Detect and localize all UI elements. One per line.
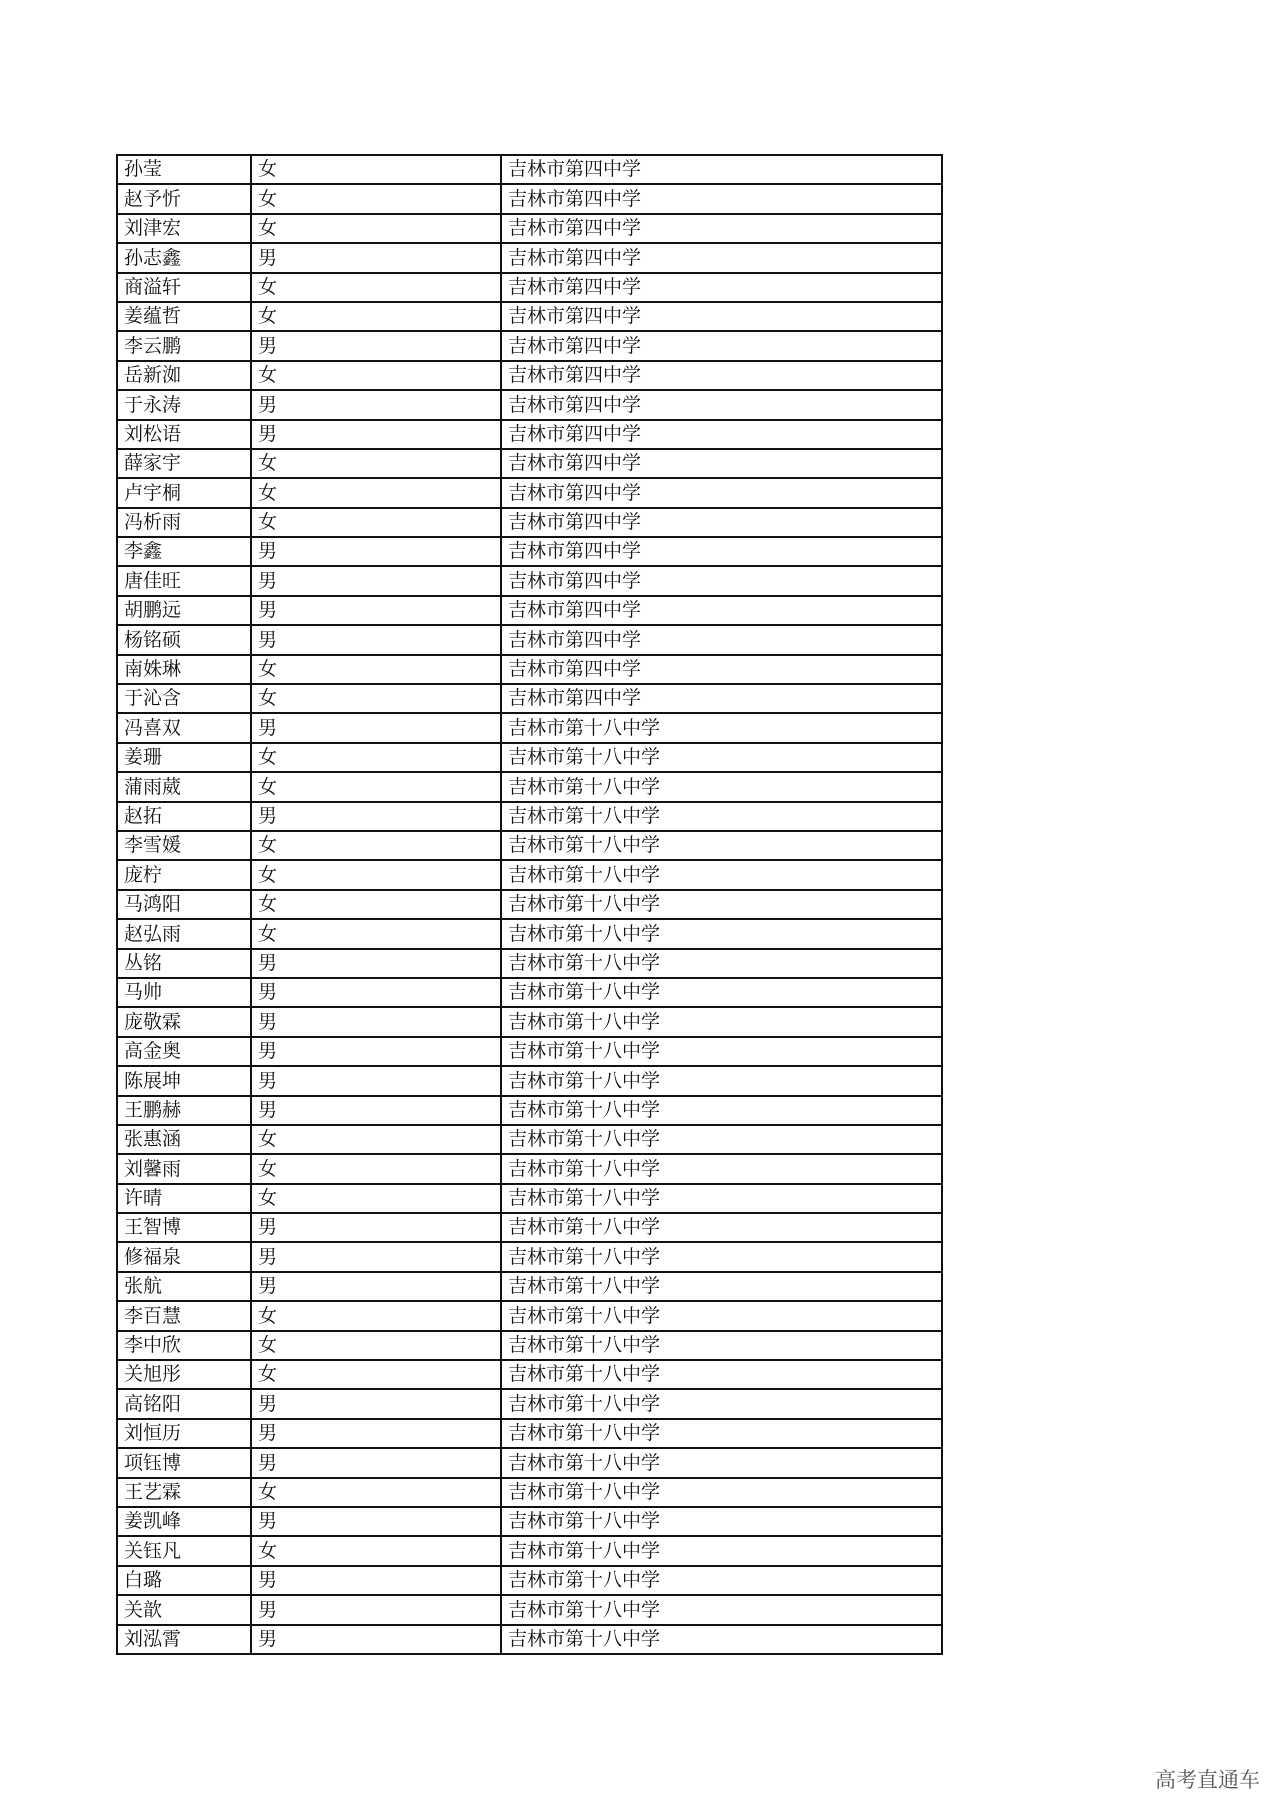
table-row <box>117 302 942 331</box>
school-cell: 吉林市第十八中学 <box>501 1007 942 1036</box>
gender-cell: 女 <box>251 1154 501 1183</box>
school-cell: 吉林市第十八中学 <box>501 1125 942 1154</box>
school-cell: 吉林市第十八中学 <box>501 890 942 919</box>
table-row <box>117 860 942 889</box>
gender-cell: 男 <box>251 1272 501 1301</box>
student-name-cell: 孙莹 <box>117 155 251 184</box>
school-cell: 吉林市第十八中学 <box>501 1625 942 1654</box>
table-row <box>117 802 942 831</box>
school-cell: 吉林市第十八中学 <box>501 1037 942 1066</box>
student-name-cell: 高铭阳 <box>117 1389 251 1418</box>
gender-cell: 女 <box>251 214 501 243</box>
gender-cell: 女 <box>251 772 501 801</box>
table-row <box>117 1595 942 1624</box>
school-cell: 吉林市第四中学 <box>501 420 942 449</box>
school-cell: 吉林市第四中学 <box>501 449 942 478</box>
school-cell: 吉林市第十八中学 <box>501 1448 942 1477</box>
student-name-cell: 姜蕴哲 <box>117 302 251 331</box>
school-cell: 吉林市第十八中学 <box>501 1154 942 1183</box>
student-name-cell: 岳新洳 <box>117 361 251 390</box>
gender-cell: 男 <box>251 390 501 419</box>
table-row <box>117 1360 942 1389</box>
gender-cell: 男 <box>251 566 501 595</box>
gender-cell: 男 <box>251 802 501 831</box>
school-cell: 吉林市第四中学 <box>501 596 942 625</box>
gender-cell: 女 <box>251 361 501 390</box>
student-name-cell: 杨铭硕 <box>117 625 251 654</box>
table-row <box>117 713 942 742</box>
student-name-cell: 庞敬霖 <box>117 1007 251 1036</box>
student-name-cell: 南姝琳 <box>117 655 251 684</box>
gender-cell: 女 <box>251 890 501 919</box>
school-cell: 吉林市第十八中学 <box>501 1595 942 1624</box>
school-cell: 吉林市第十八中学 <box>501 860 942 889</box>
gender-cell: 女 <box>251 1184 501 1213</box>
table-row <box>117 1507 942 1536</box>
table-row <box>117 596 942 625</box>
gender-cell: 女 <box>251 1331 501 1360</box>
gender-cell: 男 <box>251 1419 501 1448</box>
table-row <box>117 537 942 566</box>
table-row <box>117 478 942 507</box>
school-cell: 吉林市第十八中学 <box>501 802 942 831</box>
student-name-cell: 孙志鑫 <box>117 243 251 272</box>
school-cell: 吉林市第四中学 <box>501 214 942 243</box>
student-name-cell: 庞柠 <box>117 860 251 889</box>
gender-cell: 男 <box>251 625 501 654</box>
gender-cell: 女 <box>251 1360 501 1389</box>
table-row <box>117 1331 942 1360</box>
school-cell: 吉林市第十八中学 <box>501 1184 942 1213</box>
student-name-cell: 王艺霖 <box>117 1478 251 1507</box>
student-name-cell: 张航 <box>117 1272 251 1301</box>
school-cell: 吉林市第十八中学 <box>501 919 942 948</box>
student-name-cell: 姜珊 <box>117 743 251 772</box>
table-row <box>117 1242 942 1271</box>
gender-cell: 男 <box>251 1213 501 1242</box>
gender-cell: 女 <box>251 655 501 684</box>
gender-cell: 男 <box>251 1007 501 1036</box>
school-cell: 吉林市第十八中学 <box>501 772 942 801</box>
table-row <box>117 390 942 419</box>
gender-cell: 女 <box>251 743 501 772</box>
school-cell: 吉林市第四中学 <box>501 508 942 537</box>
student-name-cell: 商溢轩 <box>117 273 251 302</box>
student-name-cell: 关钰凡 <box>117 1536 251 1565</box>
gender-cell: 男 <box>251 420 501 449</box>
roster-body <box>117 155 942 1654</box>
student-name-cell: 李鑫 <box>117 537 251 566</box>
table-row <box>117 1301 942 1330</box>
school-cell: 吉林市第十八中学 <box>501 1096 942 1125</box>
student-name-cell: 薛家宇 <box>117 449 251 478</box>
school-cell: 吉林市第十八中学 <box>501 1507 942 1536</box>
gender-cell: 女 <box>251 302 501 331</box>
gender-cell: 女 <box>251 273 501 302</box>
student-name-cell: 冯析雨 <box>117 508 251 537</box>
school-cell: 吉林市第四中学 <box>501 655 942 684</box>
gender-cell: 女 <box>251 478 501 507</box>
student-name-cell: 刘恒历 <box>117 1419 251 1448</box>
gender-cell: 女 <box>251 1125 501 1154</box>
school-cell: 吉林市第四中学 <box>501 684 942 713</box>
school-cell: 吉林市第四中学 <box>501 243 942 272</box>
student-name-cell: 赵予忻 <box>117 184 251 213</box>
school-cell: 吉林市第十八中学 <box>501 1478 942 1507</box>
gender-cell: 男 <box>251 243 501 272</box>
student-name-cell: 唐佳旺 <box>117 566 251 595</box>
student-name-cell: 赵拓 <box>117 802 251 831</box>
student-name-cell: 项钰博 <box>117 1448 251 1477</box>
school-cell: 吉林市第十八中学 <box>501 1066 942 1095</box>
student-name-cell: 丛铭 <box>117 949 251 978</box>
gender-cell: 男 <box>251 713 501 742</box>
school-cell: 吉林市第四中学 <box>501 155 942 184</box>
gender-cell: 女 <box>251 155 501 184</box>
student-name-cell: 蒲雨葳 <box>117 772 251 801</box>
table-row <box>117 508 942 537</box>
school-cell: 吉林市第四中学 <box>501 302 942 331</box>
table-row <box>117 684 942 713</box>
table-row <box>117 949 942 978</box>
school-cell: 吉林市第十八中学 <box>501 1536 942 1565</box>
table-row <box>117 361 942 390</box>
gender-cell: 男 <box>251 1389 501 1418</box>
table-row <box>117 155 942 184</box>
table-row <box>117 625 942 654</box>
student-name-cell: 刘馨雨 <box>117 1154 251 1183</box>
gender-cell: 女 <box>251 860 501 889</box>
school-cell: 吉林市第十八中学 <box>501 1566 942 1595</box>
gender-cell: 男 <box>251 596 501 625</box>
gender-cell: 男 <box>251 1448 501 1477</box>
school-cell: 吉林市第十八中学 <box>501 1213 942 1242</box>
table-row <box>117 1154 942 1183</box>
gender-cell: 女 <box>251 919 501 948</box>
student-name-cell: 李百慧 <box>117 1301 251 1330</box>
table-row <box>117 772 942 801</box>
table-row <box>117 1419 942 1448</box>
table-row <box>117 184 942 213</box>
gender-cell: 男 <box>251 978 501 1007</box>
gender-cell: 男 <box>251 1242 501 1271</box>
table-row <box>117 831 942 860</box>
student-name-cell: 陈展坤 <box>117 1066 251 1095</box>
table-row <box>117 331 942 360</box>
student-name-cell: 王智博 <box>117 1213 251 1242</box>
school-cell: 吉林市第四中学 <box>501 273 942 302</box>
gender-cell: 女 <box>251 184 501 213</box>
student-name-cell: 马帅 <box>117 978 251 1007</box>
table-row <box>117 1066 942 1095</box>
table-row <box>117 420 942 449</box>
school-cell: 吉林市第四中学 <box>501 361 942 390</box>
table-row <box>117 743 942 772</box>
school-cell: 吉林市第四中学 <box>501 566 942 595</box>
student-name-cell: 高金奥 <box>117 1037 251 1066</box>
table-row <box>117 1213 942 1242</box>
table-row <box>117 1478 942 1507</box>
table-row <box>117 1184 942 1213</box>
student-roster-table <box>116 154 943 1655</box>
table-row <box>117 214 942 243</box>
student-name-cell: 于沁含 <box>117 684 251 713</box>
watermark-text: 高考直通车 <box>1155 1768 1260 1792</box>
gender-cell: 女 <box>251 684 501 713</box>
table-row <box>117 1448 942 1477</box>
school-cell: 吉林市第十八中学 <box>501 978 942 1007</box>
gender-cell: 男 <box>251 1096 501 1125</box>
gender-cell: 男 <box>251 1566 501 1595</box>
gender-cell: 女 <box>251 1478 501 1507</box>
student-name-cell: 许晴 <box>117 1184 251 1213</box>
gender-cell: 女 <box>251 1301 501 1330</box>
table-row <box>117 449 942 478</box>
table-row <box>117 1007 942 1036</box>
student-name-cell: 刘泓霄 <box>117 1625 251 1654</box>
student-name-cell: 李云鹏 <box>117 331 251 360</box>
student-name-cell: 卢宇桐 <box>117 478 251 507</box>
student-name-cell: 姜凯峰 <box>117 1507 251 1536</box>
gender-cell: 男 <box>251 949 501 978</box>
student-name-cell: 关旭彤 <box>117 1360 251 1389</box>
school-cell: 吉林市第十八中学 <box>501 1389 942 1418</box>
student-name-cell: 关歆 <box>117 1595 251 1624</box>
student-name-cell: 刘津宏 <box>117 214 251 243</box>
student-name-cell: 赵弘雨 <box>117 919 251 948</box>
gender-cell: 女 <box>251 508 501 537</box>
gender-cell: 男 <box>251 331 501 360</box>
table-row <box>117 1625 942 1654</box>
table-row <box>117 1037 942 1066</box>
student-name-cell: 张惠涵 <box>117 1125 251 1154</box>
student-name-cell: 冯喜双 <box>117 713 251 742</box>
student-name-cell: 于永涛 <box>117 390 251 419</box>
student-name-cell: 李中欣 <box>117 1331 251 1360</box>
school-cell: 吉林市第四中学 <box>501 478 942 507</box>
table-row <box>117 243 942 272</box>
student-name-cell: 刘松语 <box>117 420 251 449</box>
school-cell: 吉林市第四中学 <box>501 625 942 654</box>
table-row <box>117 919 942 948</box>
gender-cell: 男 <box>251 1595 501 1624</box>
student-name-cell: 修福泉 <box>117 1242 251 1271</box>
school-cell: 吉林市第四中学 <box>501 184 942 213</box>
table-row <box>117 1125 942 1154</box>
student-name-cell: 李雪媛 <box>117 831 251 860</box>
table-row <box>117 1096 942 1125</box>
school-cell: 吉林市第十八中学 <box>501 1360 942 1389</box>
gender-cell: 女 <box>251 449 501 478</box>
school-cell: 吉林市第十八中学 <box>501 1301 942 1330</box>
gender-cell: 女 <box>251 1536 501 1565</box>
gender-cell: 女 <box>251 831 501 860</box>
table-row <box>117 273 942 302</box>
table-row <box>117 655 942 684</box>
table-row <box>117 1536 942 1565</box>
school-cell: 吉林市第十八中学 <box>501 713 942 742</box>
table-row <box>117 566 942 595</box>
gender-cell: 男 <box>251 1507 501 1536</box>
school-cell: 吉林市第十八中学 <box>501 831 942 860</box>
school-cell: 吉林市第十八中学 <box>501 1272 942 1301</box>
student-name-cell: 王鹏赫 <box>117 1096 251 1125</box>
gender-cell: 男 <box>251 1066 501 1095</box>
gender-cell: 男 <box>251 1625 501 1654</box>
school-cell: 吉林市第四中学 <box>501 537 942 566</box>
table-row <box>117 1389 942 1418</box>
student-name-cell: 胡鹏远 <box>117 596 251 625</box>
table-row <box>117 1272 942 1301</box>
school-cell: 吉林市第四中学 <box>501 390 942 419</box>
school-cell: 吉林市第十八中学 <box>501 1419 942 1448</box>
school-cell: 吉林市第四中学 <box>501 331 942 360</box>
student-name-cell: 白璐 <box>117 1566 251 1595</box>
table-row <box>117 978 942 1007</box>
gender-cell: 男 <box>251 1037 501 1066</box>
school-cell: 吉林市第十八中学 <box>501 1331 942 1360</box>
table-row <box>117 890 942 919</box>
school-cell: 吉林市第十八中学 <box>501 1242 942 1271</box>
school-cell: 吉林市第十八中学 <box>501 949 942 978</box>
gender-cell: 男 <box>251 537 501 566</box>
table-row <box>117 1566 942 1595</box>
student-name-cell: 马鸿阳 <box>117 890 251 919</box>
school-cell: 吉林市第十八中学 <box>501 743 942 772</box>
